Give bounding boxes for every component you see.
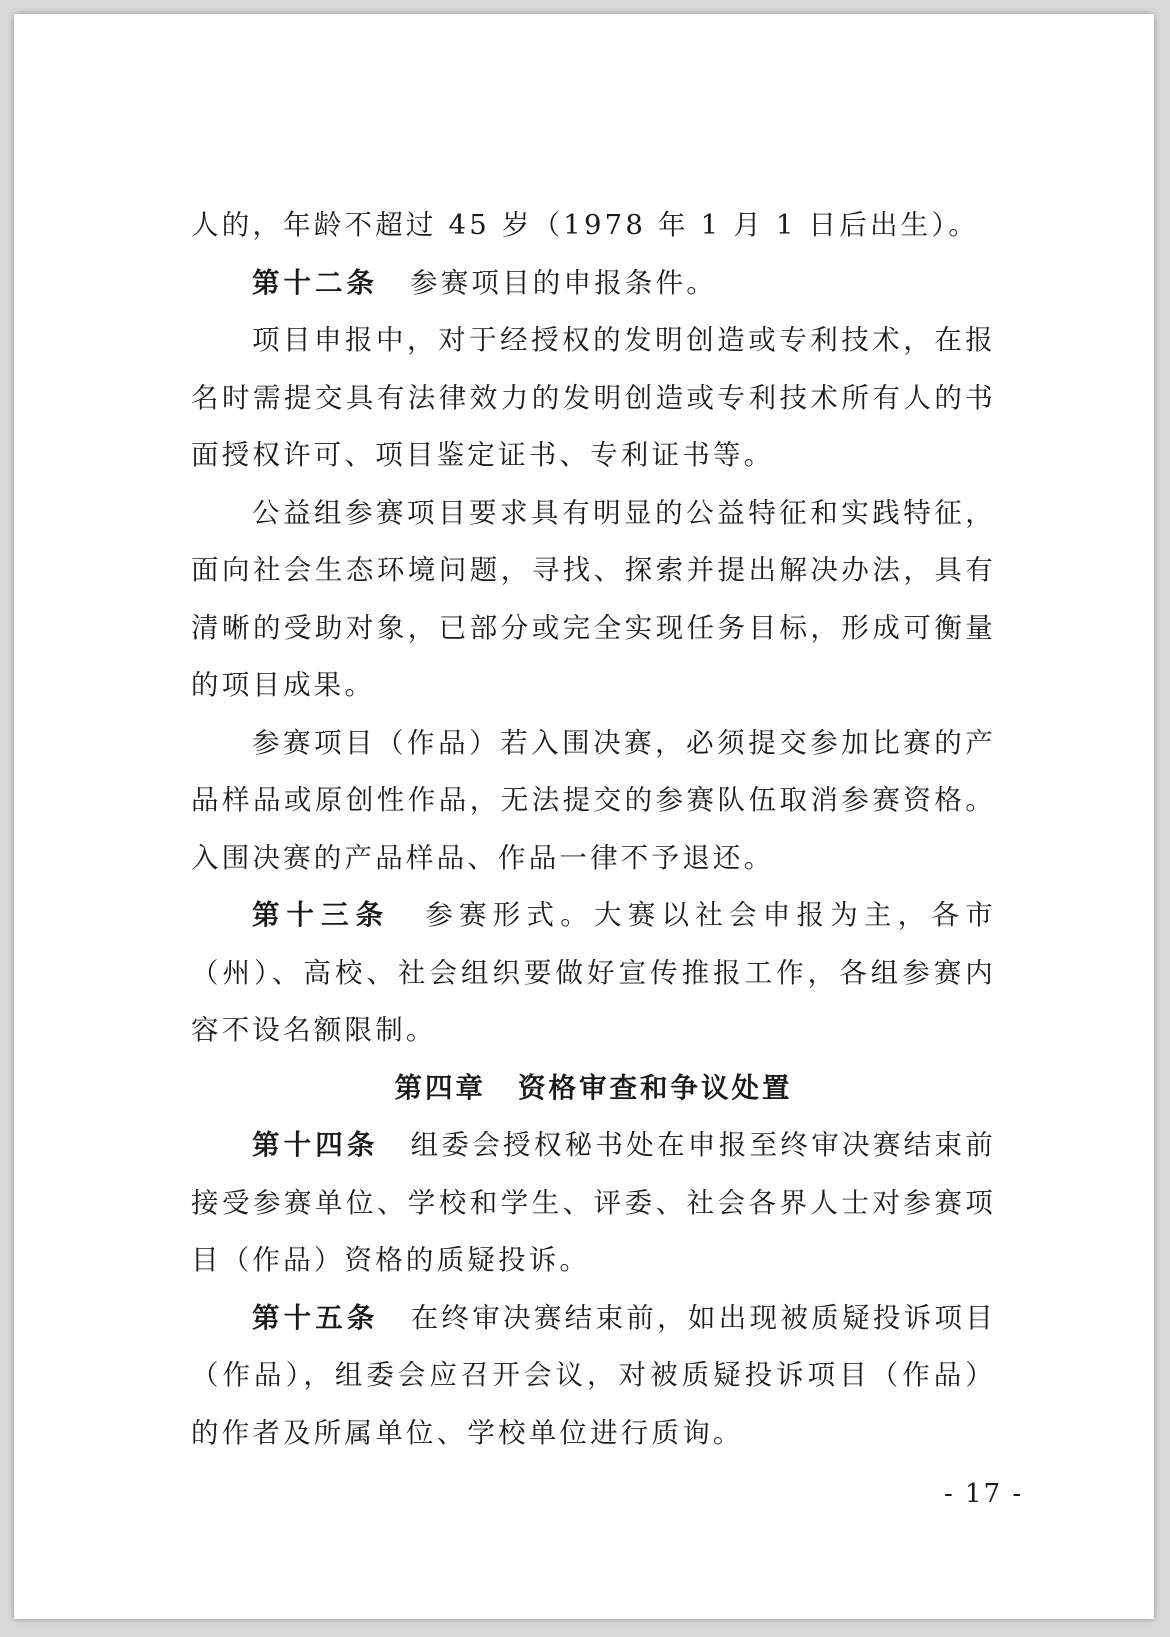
chapter-heading <box>191 1060 996 1118</box>
paragraph-text: 组委会授权秘书处在申报至终审决赛结束前接受参赛单位、学校和学生、评委、社会各界人士对参赛项目（作品）资格的质疑投诉。 <box>191 1129 996 1276</box>
paragraph-text: 项目申报中，对于经授权的发明创造或专利技术，在报名时需提交具有法律效力的发明创造或专利技术所有人的书面授权许可、项目鉴定证书、专利证书等。 <box>191 324 996 471</box>
document-body <box>191 197 996 1462</box>
article-15 <box>191 1290 996 1463</box>
paragraph-authorization <box>191 312 996 485</box>
paragraph-text: 公益组参赛项目要求具有明显的公益特征和实践特征，面向社会生态环境问题，寻找、探索并提出解决办法，具有清晰的受助对象，已部分或完全实现任务目标，形成可衡量的项目成果。 <box>191 496 996 701</box>
document-page <box>14 14 1154 1619</box>
paragraph-finalist-samples <box>191 715 996 888</box>
article-heading: 第十二条 <box>252 266 378 299</box>
chapter-title: 资格审查和争议处置 <box>518 1071 793 1104</box>
paragraph-text: 参赛形式。大赛以社会申报为主，各市（州）、高校、社会组织要做好宣传推报工作，各组参赛内容不设名额限制。 <box>191 899 997 1046</box>
article-heading: 第十五条 <box>252 1301 379 1334</box>
paragraph-text: 在终审决赛结束前，如出现被质疑投诉项目（作品），组委会应召开会议，对被质疑投诉项目（作品）的作者及所属单位、学校单位进行质询。 <box>191 1301 996 1449</box>
article-heading: 第十四条 <box>252 1129 379 1161</box>
article-13 <box>191 887 996 1060</box>
paragraph-public-welfare <box>191 485 996 715</box>
article-14 <box>191 1117 996 1290</box>
chapter-number: 第四章 <box>394 1071 486 1104</box>
paragraph-text: 参赛项目的申报条件。 <box>410 266 717 299</box>
paragraph-text: 参赛项目（作品）若入围决赛，必须提交参加比赛的产品样品或原创性作品，无法提交的参赛队伍取消参赛资格。入围决赛的产品样品、作品一律不予退还。 <box>191 726 996 874</box>
paragraph-continuation <box>191 197 996 255</box>
page-number: - 17 - <box>944 1479 1024 1509</box>
paragraph-text: 人的，年龄不超过 45 岁（1978 年 1 月 1 日后出生）。 <box>191 209 980 241</box>
article-heading: 第十三条 <box>252 899 391 931</box>
article-12 <box>191 255 996 313</box>
